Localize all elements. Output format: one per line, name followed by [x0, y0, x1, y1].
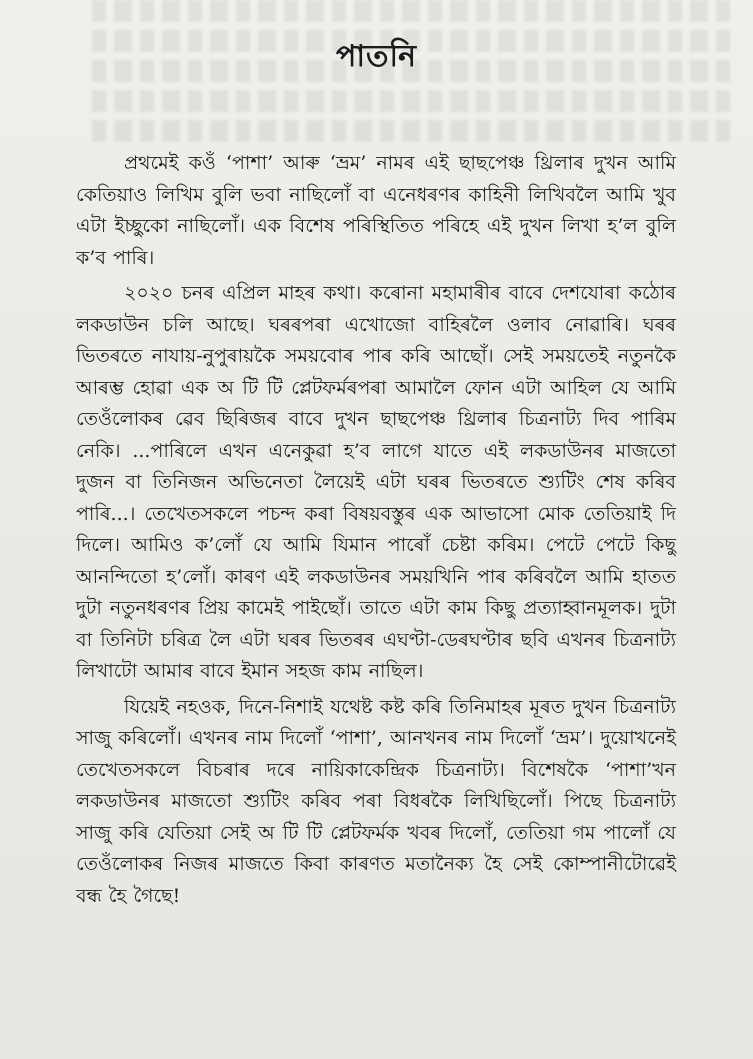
body-text: [76, 148, 676, 912]
paragraph-3: যিয়েই নহওক, দিনে-নিশাই যথেষ্ট কষ্ট কৰি তিনিমাহৰ মূৰত দুখন চিত্ৰনাট্য সাজু কৰিলোঁ। এখনৰ নাম দিলোঁ ‘পাশা’, আনখনৰ নাম দিলোঁ ‘ভ্ৰম’। দুয়োখনেই তেখেতসকলে বিচৰাৰ দৰে নায়িকাকেন্দ্ৰিক চিত্ৰনাট্য। বিশেষকৈ ‘পাশা’খন লকডাউনৰ মাজতো শ্যুটিং কৰিব পৰা বিধৰকৈ লিখিছিলোঁ। পিছে চিত্ৰনাট্য সাজু কৰি যেতিয়া সেই অ টি টি প্লেটফৰ্মক খবৰ দিলোঁ, তেতিয়া গম পালোঁ যে তেওঁলোকৰ নিজৰ মাজতে কিবা কাৰণত মতানৈক্য হৈ সেই কোম্পানীটোৱেই বন্ধ হৈ গৈছে!: [76, 695, 676, 907]
page-title: পাতনি: [335, 39, 418, 74]
paragraph-2: ২০২০ চনৰ এপ্ৰিল মাহৰ কথা। কৰোনা মহামাৰীৰ বাবে দেশযোৰা কঠোৰ লকডাউন চলি আছে। ঘৰৰপৰা এখোজো বাহিৰলৈ ওলাব নোৱাৰি। ঘৰৰ ভিতৰতে নাযায়-নুপুৰায়কৈ সময়বোৰ পাৰ কৰি আছোঁ। সেই সময়তেই নতুনকৈ আৰম্ভ হোৱা এক অ টি টি প্লেটফৰ্মৰপৰা আমালৈ ফোন এটা আহিল যে আমি তেওঁলোকৰ ৱেব ছিৰিজৰ বাবে দুখন ছাছপেঞ্চ থ্ৰিলাৰ চিত্ৰনাট্য দিব পাৰিম নেকি। ...পাৰিলে এখন এনেকুৱা হ’ব লাগে যাতে এই লকডাউনৰ মাজতো দুজন বা তিনিজন অভিনেতা লৈয়েই এটা ঘৰৰ ভিতৰতে শ্যুটিং শেষ কৰিব পাৰি...। তেখেতসকলে পচন্দ কৰা বিষয়বস্তুৰ এক আভাসো মোক তেতিয়াই দি দিলে। আমিও ক’লোঁ যে আমি যিমান পাৰোঁ চেষ্টা কৰিম। পেটে পেটে কিছু আনন্দিতো হ’লোঁ। কাৰণ এই লকডাউনৰ সময়খিনি পাৰ কৰিবলৈ আমি হাতত দুটা নতুনধৰণৰ প্ৰিয় কামেই পাইছোঁ। তাতে এটা কাম কিছু প্ৰত্যাহ্বানমূলক। দুটা বা তিনিটা চৰিত্ৰ লৈ এটা ঘৰৰ ভিতৰৰ এঘণ্টা-ডেৰঘণ্টাৰ ছবি এখনৰ চিত্ৰনাট্য লিখাটো আমাৰ বাবে ইমান সহজ কাম নাছিল।: [76, 282, 676, 682]
paragraph-1: প্ৰথমেই কওঁ ‘পাশা’ আৰু ‘ভ্ৰম’ নামৰ এই ছাছপেঞ্চ থ্ৰিলাৰ দুখন আমি কেতিয়াও লিখিম বুলি ভবা নাছিলোঁ বা এনেধৰণৰ কাহিনী লিখিবলৈ আমি খুব এটা ইচ্ছুকো নাছিলোঁ। এক বিশেষ পৰিস্থিতিত পৰিহে এই দুখন লিখা হ’ল বুলি ক’ব পাৰি।: [76, 152, 676, 269]
